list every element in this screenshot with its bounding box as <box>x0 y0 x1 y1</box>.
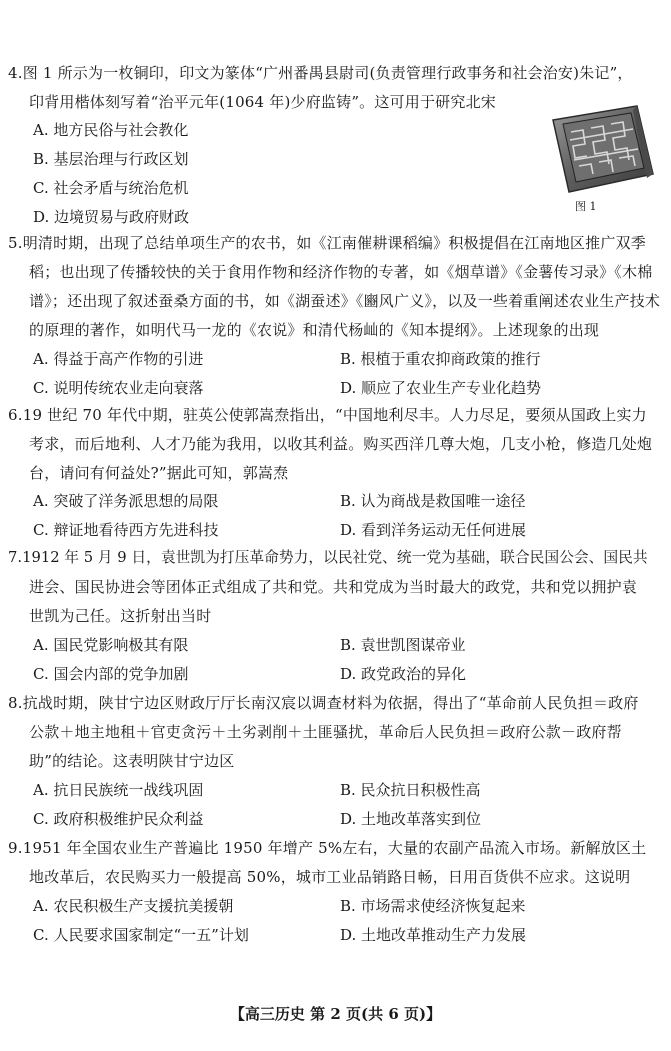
q6-stem-line-2: 考求，而后地利、人才乃能为我用，以收其利益。购买西洋几尊大炮，几支小枪，修造几处炮 <box>29 435 653 453</box>
q4-option-a: A. 地方民俗与社会教化 <box>33 121 189 139</box>
q7-stem-line-3: 世凯为己任。这折射出当时 <box>29 607 212 625</box>
q6-option-d: D. 看到洋务运动无任何进展 <box>340 521 527 539</box>
q6-stem-line-3: 台，请问有何益处?”据此可知，郭嵩焘 <box>29 464 289 482</box>
q4-option-c: C. 社会矛盾与统治危机 <box>33 179 189 197</box>
q5-option-b: B. 根植于重农抑商政策的推行 <box>340 350 541 368</box>
q5-option-a: A. 得益于高产作物的引进 <box>33 350 204 368</box>
q7-stem-line-1: 7.1912 年 5 月 9 日，袁世凯为打压革命势力，以民社党、统一党为基础，联合民国公会、国民共 <box>8 549 648 566</box>
figure-1-label: 图 1 <box>575 200 597 213</box>
q9-option-c: C. 人民要求国家制定“一五”计划 <box>33 926 249 944</box>
page-footer: 【高三历史 第 2 页(共 6 页)】 <box>229 1005 442 1023</box>
q4-stem-line-2: 印背用楷体刻写着“治平元年(1064 年)少府监铸”。这可用于研究北宋 <box>29 93 496 111</box>
bronze-seal-image <box>543 100 655 196</box>
q9-option-b: B. 市场需求使经济恢复起来 <box>340 897 526 915</box>
q5-stem-line-2: 稻；也出现了传播较快的关于食用作物和经济作物的专著，如《烟草谱》《金薯传习录》《木棉 <box>29 263 653 281</box>
q8-option-a: A. 抗日民族统一战线巩固 <box>33 781 204 799</box>
q4-option-d: D. 边境贸易与政府财政 <box>33 208 190 226</box>
q9-stem-line-2: 地改革后，农民购买力一般提高 50%，城市工业品销路日畅，日用百货供不应求。这说明 <box>29 868 631 886</box>
q8-option-d: D. 土地改革落实到位 <box>340 810 482 828</box>
q7-option-c: C. 国会内部的党争加剧 <box>33 665 189 683</box>
q8-stem-line-3: 助”的结论。这表明陕甘宁边区 <box>29 752 235 770</box>
q8-stem-line-1: 8.抗战时期，陕甘宁边区财政厅厅长南汉宸以调查材料为依据，得出了“革命前人民负担＝政府 <box>8 694 639 712</box>
q8-stem-line-2: 公款＋地主地租＋官吏贪污＋土劣剥削＋土匪骚扰，革命后人民负担＝政府公款－政府帮 <box>29 723 622 741</box>
q6-stem-line-1: 6.19 世纪 70 年代中期，驻英公使郭嵩焘指出，“中国地利尽丰。人力尽足，要须从国政上实力 <box>8 406 647 424</box>
q7-option-d: D. 政党政治的异化 <box>340 665 467 683</box>
q9-stem-line-1: 9.1951 年全国农业生产普遍比 1950 年增产 5%左右，大量的农副产品流入市场。新解放区土 <box>8 839 647 857</box>
q5-stem-line-4: 的原理的著作，如明代马一龙的《农说》和清代杨屾的《知本提纲》。上述现象的出现 <box>29 321 600 339</box>
q5-stem-line-1: 5.明清时期，出现了总结单项生产的农书，如《江南催耕课稻编》积极提倡在江南地区推广双季 <box>8 234 646 252</box>
q6-option-a: A. 突破了洋务派思想的局限 <box>33 492 219 510</box>
q9-option-a: A. 农民积极生产支援抗美援朝 <box>33 897 234 915</box>
q8-option-b: B. 民众抗日积极性高 <box>340 781 481 799</box>
q9-option-d: D. 土地改革推动生产力发展 <box>340 926 527 944</box>
q5-stem-line-3: 谱》；还出现了叙述蚕桑方面的书，如《湖蚕述》《豳风广义》，以及一些着重阐述农业生产技术 <box>29 292 661 310</box>
q8-option-c: C. 政府积极维护民众利益 <box>33 810 204 828</box>
q5-option-c: C. 说明传统农业走向衰落 <box>33 379 204 397</box>
q7-stem-line-2: 进会、国民协进会等团体正式组成了共和党。共和党成为当时最大的政党，共和党以拥护袁 <box>29 578 638 596</box>
q7-option-b: B. 袁世凯图谋帝业 <box>340 636 466 654</box>
q7-option-a: A. 国民党影响极其有限 <box>33 636 189 654</box>
q4-stem-line-1: 4.图 1 所示为一枚铜印，印文为篆体“广州番禺县尉司(负责管理行政事务和社会治安)朱记”， <box>8 64 633 82</box>
q5-option-d: D. 顺应了农业生产专业化趋势 <box>340 379 542 397</box>
q6-option-b: B. 认为商战是救国唯一途径 <box>340 492 526 510</box>
q4-option-b: B. 基层治理与行政区划 <box>33 150 189 168</box>
q6-option-c: C. 辩证地看待西方先进科技 <box>33 521 219 539</box>
